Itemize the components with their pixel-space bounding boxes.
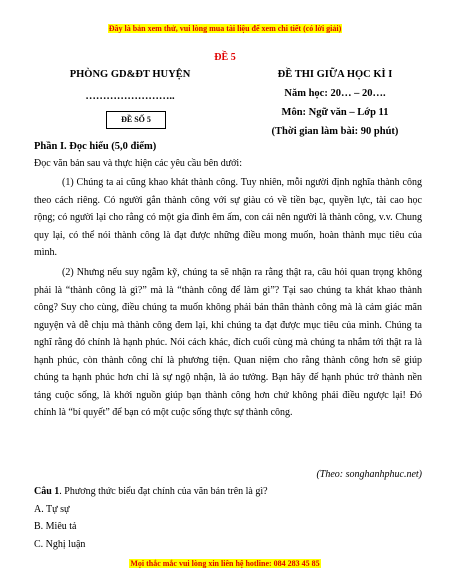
question-1-option-b: B. Miêu tả	[34, 521, 77, 532]
top-banner-text: Đây là bản xem thử, vui lòng mua tài liệu để xem chi tiết (có lời giải)	[108, 24, 342, 33]
question-1-option-c: C. Nghị luận	[34, 539, 86, 550]
exam-duration: (Thời gian làm bài: 90 phút)	[271, 126, 399, 137]
exam-title: ĐỀ THI GIỮA HỌC KÌ I	[277, 69, 393, 80]
department-name: PHÒNG GD&ĐT HUYỆN	[69, 69, 191, 80]
department-dots: ……………………..	[85, 91, 175, 102]
passage-paragraph-2: (2) Nhưng nếu suy ngẫm kỹ, chúng ta sẽ nhận ra rằng thật ra, câu hỏi quan trọng không phải là “thành công là gì?” mà là “thành công để làm gì”? Tại sao chúng ta khát khao thành công? Suy cho cùng, điều chúng ta muốn không phải bản thân thành công mà là cảm giác mãn nguyện và dễ chịu mà thành công đem lại, khi chúng ta đạt được mục tiêu của mình. Chúng ta nghĩ rằng đó chính là hạnh phúc. Nói cách khác, đích cuối cùng mà chúng ta nhắm tới thật ra là hạnh phúc, còn thành công chỉ là phương tiện. Quan niệm cho rằng thành công hơn sẽ giúp chúng ta hạnh phúc hơn chỉ là sự ngộ nhận, là ảo tưởng. Bạn hãy để hạnh phúc trở thành nền tảng cuộc sống, là khởi nguồn giúp bạn thành công hơn chứ không phải điều ngược lại! Đó chính là “bí quyết” để bạn có một cuộc sống thực sự thành công.	[34, 267, 422, 418]
question-1-text: . Phương thức biểu đạt chính của văn bản trên là gì?	[59, 486, 268, 497]
question-1-option-a: A. Tự sự	[34, 504, 70, 515]
bottom-banner-text: Mọi thắc mắc vui lòng xin liên hệ hotline: 084 283 45 85	[130, 559, 320, 568]
question-1-label: Câu 1	[34, 486, 60, 497]
part1-heading: Phần I. Đọc hiểu (5,0 điểm)	[34, 141, 157, 152]
passage-source: (Theo: songhanhphuc.net)	[316, 469, 422, 480]
reading-instruction: Đọc văn bản sau và thực hiện các yêu cầu bên dưới:	[34, 158, 242, 169]
exam-number-box: ĐỀ SỐ 5	[106, 111, 166, 129]
passage-paragraph-1: (1) Chúng ta ai cũng khao khát thành công. Tuy nhiên, mỗi người định nghĩa thành công theo cách riêng. Có người gắn thành công với sự giàu có về tiền bạc, quyền lực, tài cao học rộng; có người lại cho rằng có một gia đình êm ấm, con cái nên người là thành công, v.v. Chung quy lại, có thể nói thành công là đạt được những điều mong muốn, hoàn thành mục tiêu của mình.	[34, 177, 422, 258]
top-banner	[0, 24, 450, 33]
school-year: Năm học: 20… – 20….	[284, 88, 386, 99]
bottom-banner	[0, 559, 450, 568]
exam-code-title: ĐỀ 5	[214, 52, 236, 63]
subject-grade: Môn: Ngữ văn – Lớp 11	[281, 107, 389, 118]
question-1	[34, 486, 268, 497]
